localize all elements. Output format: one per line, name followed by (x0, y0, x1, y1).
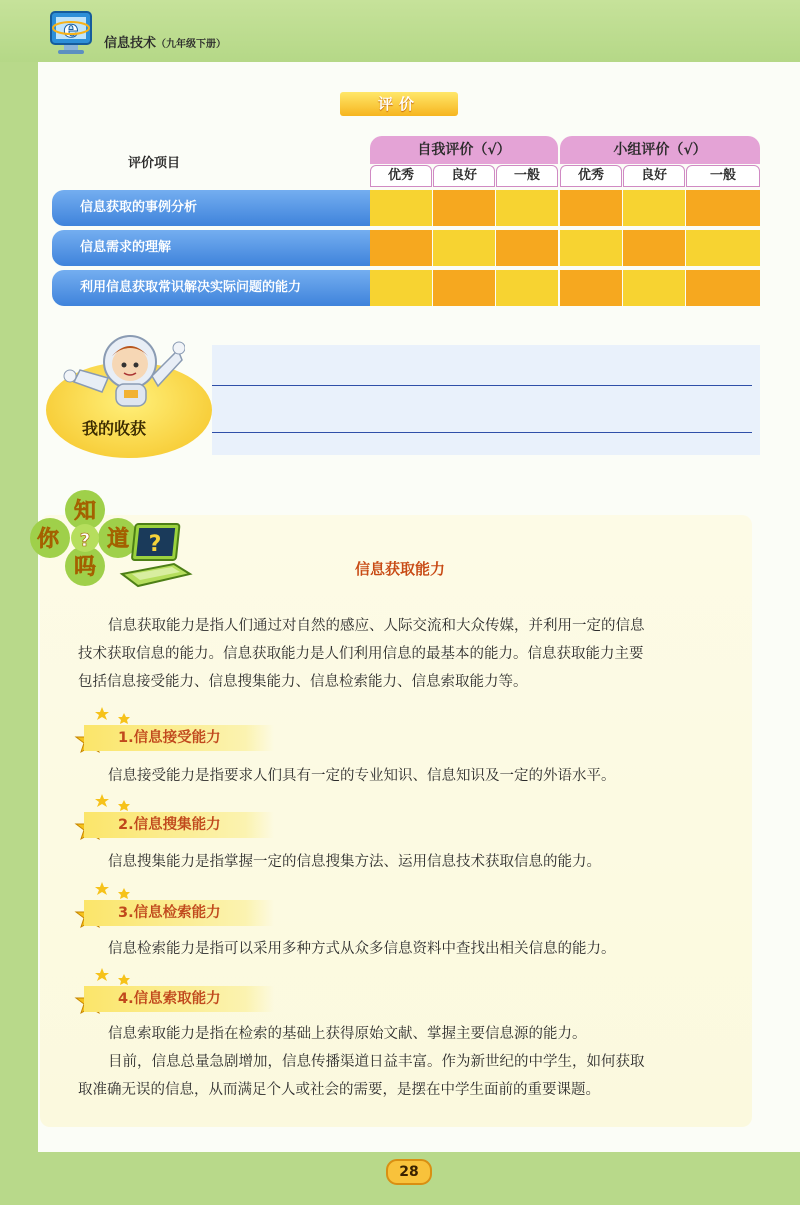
rating-cell[interactable] (686, 270, 760, 306)
evaluation-row-label: 信息需求的理解 (52, 230, 370, 266)
rating-cell[interactable] (560, 190, 622, 226)
section-title: 信息获取能力 (354, 560, 445, 578)
clover-char: 道 (106, 526, 130, 552)
rating-cell[interactable] (496, 230, 558, 266)
astronaut-icon (60, 330, 185, 415)
level-header: 优秀 (560, 165, 622, 187)
rating-cell[interactable] (496, 190, 558, 226)
section-heading: 2.信息搜集能力 (84, 812, 274, 838)
section-text: 信息索取能力是指在检索的基础上获得原始文献、掌握主要信息源的能力。 (108, 1026, 587, 1042)
clover-char: 吗 (73, 554, 97, 580)
level-header: 优秀 (370, 165, 432, 187)
header-band (0, 0, 800, 62)
closing-line: 取准确无误的信息，从而满足个人或社会的需要，是摆在中学生面前的重要课题。 (78, 1082, 600, 1098)
rating-cell[interactable] (623, 190, 685, 226)
writing-line[interactable] (212, 432, 752, 433)
clover-char: 知 (73, 498, 97, 524)
intro-paragraph (78, 612, 748, 696)
rating-cell[interactable] (433, 230, 495, 266)
harvest-label: 我的收获 (82, 419, 147, 438)
rating-cell[interactable] (686, 230, 760, 266)
svg-text:e: e (63, 14, 79, 43)
rating-cell[interactable] (560, 270, 622, 306)
page-number: 28 (386, 1159, 432, 1185)
section-heading: 3.信息检索能力 (84, 900, 274, 926)
rating-cell[interactable] (686, 190, 760, 226)
rating-cell[interactable] (433, 190, 495, 226)
laptop-question-icon (118, 520, 193, 592)
clover-char: ? (79, 530, 91, 551)
section-text: 信息检索能力是指可以采用多种方式从众多信息资料中查找出相关信息的能力。 (108, 941, 616, 957)
section-heading: 1.信息接受能力 (84, 725, 274, 751)
rating-cell[interactable] (496, 270, 558, 306)
rating-cell[interactable] (370, 270, 432, 306)
rating-cell[interactable] (623, 230, 685, 266)
level-header: 一般 (496, 165, 558, 187)
level-header: 良好 (433, 165, 495, 187)
evaluation-row-label: 利用信息获取常识解决实际问题的能力 (52, 270, 370, 306)
ie-logo-icon (48, 8, 98, 58)
intro-line: 技术获取信息的能力。信息获取能力是人们利用信息的最基本的能力。信息获取能力主要 (78, 646, 644, 662)
evaluation-item-header: 评价项目 (128, 156, 181, 171)
section-text: 信息搜集能力是指掌握一定的信息搜集方法、运用信息技术获取信息的能力。 (108, 854, 601, 870)
rating-cell[interactable] (370, 190, 432, 226)
evaluation-row-label: 信息获取的事例分析 (52, 190, 370, 226)
self-evaluation-header: 自我评价（√） (370, 136, 558, 164)
group-evaluation-header: 小组评价（√） (560, 136, 760, 164)
section-heading: 4.信息索取能力 (84, 986, 274, 1012)
intro-line: 信息获取能力是指人们通过对自然的感应、人际交流和大众传媒，并利用一定的信息 (108, 618, 645, 634)
rating-cell[interactable] (560, 230, 622, 266)
book-title: 信息技术（九年级下册） (104, 36, 227, 51)
level-header: 良好 (623, 165, 685, 187)
evaluation-tab: 评价 (340, 92, 458, 116)
rating-cell[interactable] (370, 230, 432, 266)
clover-char: 你 (36, 526, 60, 552)
intro-line: 包括信息接受能力、信息搜集能力、信息检索能力、信息索取能力等。 (78, 674, 528, 690)
writing-line[interactable] (212, 385, 752, 386)
svg-text:?: ? (148, 532, 162, 557)
book-subtitle: （九年级下册） (156, 39, 227, 50)
level-header: 一般 (686, 165, 760, 187)
closing-paragraph (78, 1048, 748, 1104)
harvest-writing-area (212, 345, 760, 455)
section-text: 信息接受能力是指要求人们具有一定的专业知识、信息知识及一定的外语水平。 (108, 768, 616, 784)
rating-cell[interactable] (623, 270, 685, 306)
rating-cell[interactable] (433, 270, 495, 306)
closing-line: 目前，信息总量急剧增加，信息传播渠道日益丰富。作为新世纪的中学生，如何获取 (108, 1054, 645, 1070)
